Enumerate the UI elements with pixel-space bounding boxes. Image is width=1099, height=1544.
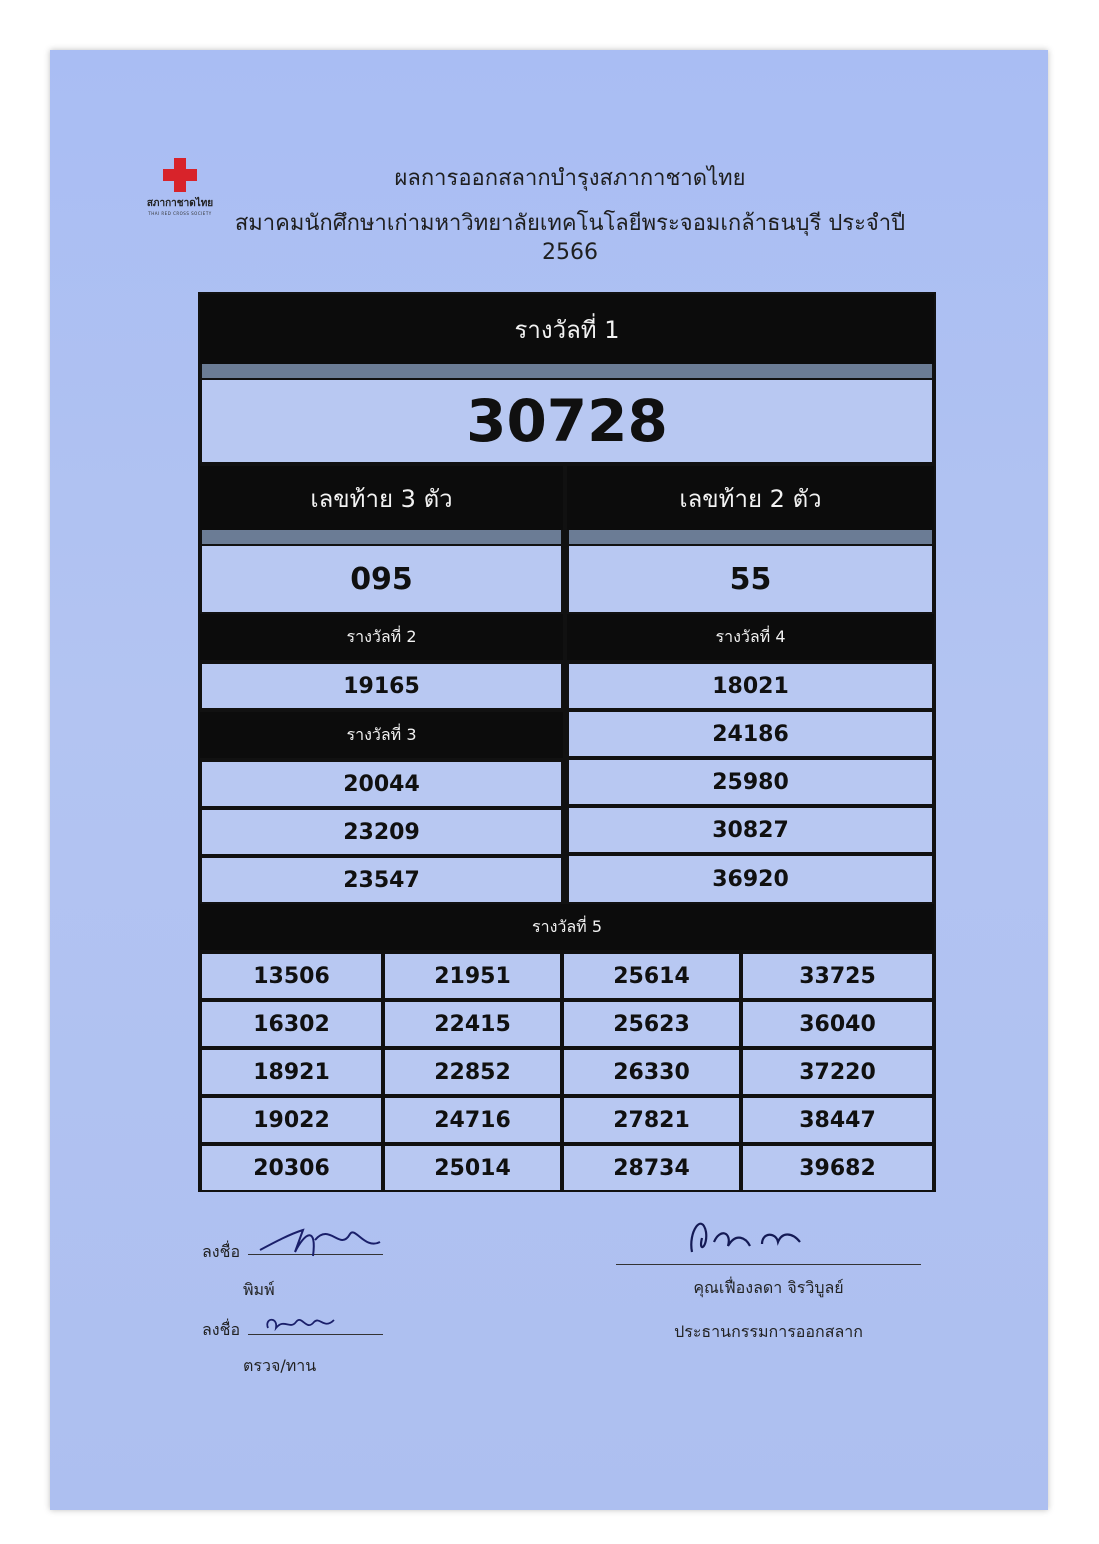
logo-text-en: THAI RED CROSS SOCIETY xyxy=(148,211,212,216)
chair-name: คุณเฟื่องลดา จิรวิบูลย์ xyxy=(693,1278,844,1297)
signature-scribble xyxy=(255,1212,390,1267)
prize5-number: 19022 xyxy=(202,1098,381,1142)
prize3-number: 20044 xyxy=(202,762,561,806)
prize5-number: 21951 xyxy=(385,954,560,998)
prize5-number: 16302 xyxy=(202,1002,381,1046)
red-cross-icon xyxy=(163,158,197,192)
logo-text: สภากาชาดไทย xyxy=(146,198,214,209)
prize4-number: 24186 xyxy=(569,712,932,756)
header-divider xyxy=(569,530,932,544)
last2-number: 55 xyxy=(569,546,932,612)
prize5-number: 22852 xyxy=(385,1050,560,1094)
prize5-number: 33725 xyxy=(743,954,932,998)
prize3-header: รางวัลที่ 3 xyxy=(200,712,563,758)
prize5-number: 20306 xyxy=(202,1146,381,1190)
prize5-number: 36040 xyxy=(743,1002,932,1046)
signature-scribble xyxy=(262,1310,342,1336)
prize5-number: 28734 xyxy=(564,1146,739,1190)
signature-line xyxy=(616,1264,921,1265)
prize4-number: 30827 xyxy=(569,808,932,852)
prize5-number: 26330 xyxy=(564,1050,739,1094)
prize5-number: 22415 xyxy=(385,1002,560,1046)
signature-scribble xyxy=(680,1202,810,1262)
role-print: พิมพ์ xyxy=(243,1280,275,1299)
prize5-number: 13506 xyxy=(202,954,381,998)
page-title: ผลการออกสลากบำรุงสภากาชาดไทย xyxy=(394,166,746,191)
prize5-number: 18921 xyxy=(202,1050,381,1094)
sign-label-2: ลงชื่อ xyxy=(202,1320,241,1339)
chair-title: ประธานกรรมการออกสลาก xyxy=(674,1322,863,1341)
prize5-number: 39682 xyxy=(743,1146,932,1190)
role-check: ตรวจ/ทาน xyxy=(243,1356,317,1375)
sign-label-1: ลงชื่อ xyxy=(202,1242,241,1261)
page-subtitle: สมาคมนักศึกษาเก่ามหาวิทยาลัยเทคโนโลยีพระจอมเกล้าธนบุรี ประจำปี 2566 xyxy=(234,211,906,265)
prize2-header: รางวัลที่ 2 xyxy=(200,614,563,660)
last3-number: 095 xyxy=(202,546,561,612)
prize1-header: รางวัลที่ 1 xyxy=(200,294,934,364)
prize4-number: 36920 xyxy=(569,856,932,902)
prize5-number: 25623 xyxy=(564,1002,739,1046)
prize5-number: 27821 xyxy=(564,1098,739,1142)
prize2-number: 19165 xyxy=(202,664,561,708)
prize1-number: 30728 xyxy=(202,380,932,462)
header-divider xyxy=(202,364,932,378)
last2-header: เลขท้าย 2 ตัว xyxy=(567,466,934,530)
prize5-number: 24716 xyxy=(385,1098,560,1142)
prize4-number: 25980 xyxy=(569,760,932,804)
prize3-number: 23547 xyxy=(202,858,561,902)
red-cross-logo xyxy=(140,158,220,216)
prize4-number: 18021 xyxy=(569,664,932,708)
prize3-number: 23209 xyxy=(202,810,561,854)
prize5-number: 25614 xyxy=(564,954,739,998)
prize5-number: 37220 xyxy=(743,1050,932,1094)
prize5-number: 25014 xyxy=(385,1146,560,1190)
prize4-header: รางวัลที่ 4 xyxy=(567,614,934,660)
prize5-number: 38447 xyxy=(743,1098,932,1142)
last3-header: เลขท้าย 3 ตัว xyxy=(200,466,563,530)
prize5-header: รางวัลที่ 5 xyxy=(200,904,934,950)
results-table xyxy=(198,292,936,1192)
header-divider xyxy=(202,530,561,544)
